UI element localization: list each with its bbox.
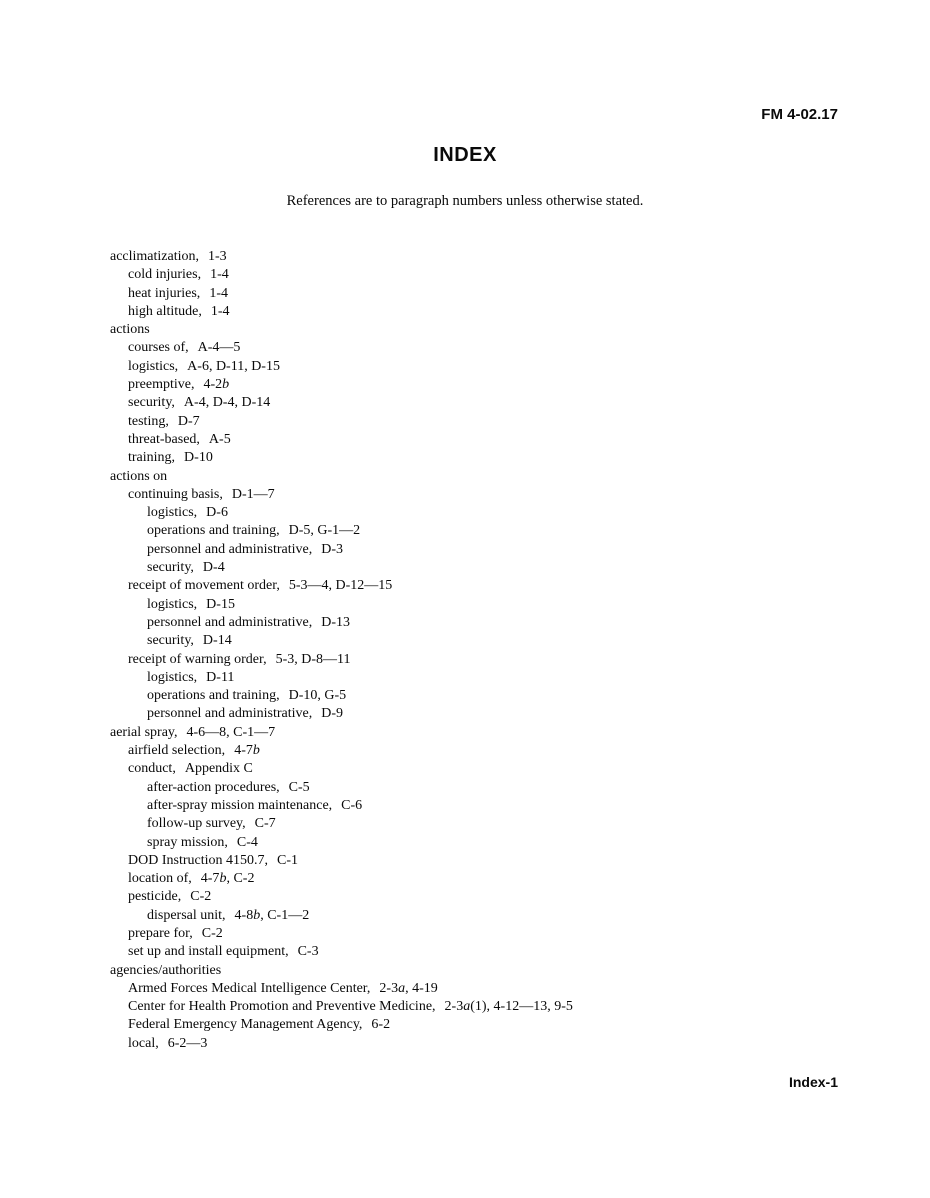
entry-term: follow-up survey, <box>147 816 246 832</box>
entry-term: personnel and administrative, <box>147 541 313 557</box>
entry-refs: C-6 <box>341 797 363 813</box>
entry-refs: 4-8b, C-1—2 <box>234 907 310 923</box>
entry-term: testing, <box>128 413 169 429</box>
index-entry <box>110 705 870 723</box>
entry-term: cold injuries, <box>128 267 202 283</box>
index-entry <box>110 486 870 504</box>
entry-term: conduct, <box>128 761 176 777</box>
index-entry <box>110 834 870 852</box>
index-entry <box>110 907 870 925</box>
entry-refs: D-1—7 <box>231 486 275 502</box>
index-entry <box>110 651 870 669</box>
entry-term: Armed Forces Medical Intelligence Center, <box>128 980 371 996</box>
index-entry <box>110 779 870 797</box>
index-entry <box>110 248 870 266</box>
entry-term: logistics, <box>147 669 198 685</box>
entry-refs: D-3 <box>321 541 344 557</box>
entry-term: heat injuries, <box>128 285 201 301</box>
entry-term: acclimatization, <box>110 249 200 264</box>
entry-term: prepare for, <box>128 925 193 941</box>
entry-refs: D-10, G-5 <box>288 688 347 704</box>
entry-term: operations and training, <box>147 688 280 704</box>
entry-term: security, <box>147 560 194 576</box>
index-entry <box>110 522 870 540</box>
index-entry <box>110 760 870 778</box>
entry-term: logistics, <box>147 505 198 521</box>
index-entry <box>110 742 870 760</box>
entry-term: training, <box>128 450 176 466</box>
entry-refs: 4-7b <box>234 743 260 759</box>
index-entry <box>110 541 870 559</box>
index-entry <box>110 1035 870 1053</box>
entry-term: Federal Emergency Management Agency, <box>128 1017 363 1033</box>
index-entry <box>110 669 870 687</box>
entry-refs: 2-3a(1), 4-12—13, 9-5 <box>444 999 573 1015</box>
entry-refs: 1-4 <box>210 303 230 319</box>
entry-refs: 1-3 <box>208 249 227 264</box>
entry-term: security, <box>147 633 194 649</box>
entry-refs: A-4, D-4, D-14 <box>183 395 271 411</box>
entry-term: high altitude, <box>128 303 202 319</box>
entry-refs: D-5, G-1—2 <box>288 523 361 539</box>
entry-refs: D-11 <box>206 669 235 685</box>
index-entry <box>110 449 870 467</box>
entry-refs: A-4—5 <box>197 340 241 356</box>
entry-refs: 5-3—4, D-12—15 <box>288 578 393 594</box>
entry-refs: 5-3, D-8—11 <box>275 651 351 667</box>
entry-term: operations and training, <box>147 523 280 539</box>
entry-refs: 1-4 <box>210 267 229 283</box>
index-entry <box>110 358 870 376</box>
entry-term: courses of, <box>128 340 189 356</box>
entry-refs: C-5 <box>288 779 310 795</box>
entry-refs: C-1 <box>277 852 298 868</box>
entry-refs: 1-4 <box>209 285 228 301</box>
index-entry <box>110 614 870 632</box>
entry-refs: D-14 <box>202 633 232 649</box>
index-entry <box>110 797 870 815</box>
entry-refs: C-2 <box>190 889 212 905</box>
entry-refs: D-6 <box>206 505 228 521</box>
index-entry <box>110 266 870 284</box>
entry-refs: A-6, D-11, D-15 <box>187 358 280 374</box>
entry-term: logistics, <box>147 596 198 612</box>
index-entry <box>110 687 870 705</box>
index-entry <box>110 962 870 980</box>
entry-refs: C-7 <box>254 816 276 832</box>
entry-refs: 4-6—8, C-1—7 <box>186 724 276 740</box>
index-entry <box>110 321 870 339</box>
index-entry <box>110 852 870 870</box>
index-entry <box>110 285 870 303</box>
entry-term: receipt of warning order, <box>128 651 267 667</box>
index-entry <box>110 376 870 394</box>
doc-number: FM 4-02.17 <box>761 106 838 123</box>
index-entry <box>110 998 870 1016</box>
index-entry <box>110 504 870 522</box>
index-entry <box>110 632 870 650</box>
index-entry <box>110 1016 870 1034</box>
entry-refs: D-15 <box>206 596 235 612</box>
entry-refs: C-2 <box>201 925 223 941</box>
index-entries <box>110 248 870 1053</box>
index-subtitle: References are to paragraph numbers unless otherwise stated. <box>286 193 644 209</box>
entry-refs: D-10 <box>184 450 213 466</box>
entry-term: dispersal unit, <box>147 907 226 923</box>
index-entry <box>110 468 870 486</box>
index-entry <box>110 413 870 431</box>
entry-refs: 6-2—3 <box>167 1035 208 1051</box>
entry-term: after-action procedures, <box>147 779 280 795</box>
entry-term: local, <box>128 1035 159 1051</box>
entry-term: actions on <box>110 468 168 484</box>
entry-term: spray mission, <box>147 834 228 850</box>
page-title: INDEX <box>433 144 497 166</box>
entry-refs: 6-2 <box>371 1017 391 1033</box>
entry-term: personnel and administrative, <box>147 614 313 630</box>
entry-term: continuing basis, <box>128 486 223 502</box>
index-entry <box>110 925 870 943</box>
index-entry <box>110 303 870 321</box>
index-entry <box>110 870 870 888</box>
entry-term: airfield selection, <box>128 743 226 759</box>
entry-refs: 2-3a, 4-19 <box>379 980 438 996</box>
page-number: Index-1 <box>788 1074 838 1090</box>
entry-refs: D-7 <box>177 413 200 429</box>
entry-term: receipt of movement order, <box>128 578 280 594</box>
index-entry <box>110 577 870 595</box>
entry-term: actions <box>110 322 150 338</box>
entry-term: after-spray mission maintenance, <box>147 797 333 813</box>
index-entry <box>110 980 870 998</box>
index-entry <box>110 596 870 614</box>
entry-refs: C-4 <box>236 834 258 850</box>
entry-refs: D-9 <box>321 706 344 722</box>
entry-refs: 4-2b <box>203 377 230 393</box>
entry-term: logistics, <box>128 358 179 374</box>
index-entry <box>110 559 870 577</box>
entry-refs: C-3 <box>297 944 319 960</box>
entry-term: Center for Health Promotion and Preventive Medicine, <box>128 999 436 1015</box>
entry-refs: 4-7b, C-2 <box>200 871 255 887</box>
entry-refs: Appendix C <box>184 761 253 777</box>
entry-refs: A-5 <box>208 431 231 447</box>
entry-term: location of, <box>128 871 192 887</box>
index-entry <box>110 943 870 961</box>
entry-term: set up and install equipment, <box>128 944 289 960</box>
index-entry <box>110 815 870 833</box>
entry-refs: D-13 <box>321 614 351 630</box>
index-entry <box>110 724 870 742</box>
index-entry <box>110 394 870 412</box>
entry-term: pesticide, <box>128 889 182 905</box>
index-entry <box>110 431 870 449</box>
entry-term: DOD Instruction 4150.7, <box>128 852 268 868</box>
index-entry <box>110 339 870 357</box>
entry-term: personnel and administrative, <box>147 706 313 722</box>
index-entry <box>110 888 870 906</box>
entry-term: security, <box>128 395 175 411</box>
entry-refs: D-4 <box>202 560 225 576</box>
entry-term: agencies/authorities <box>110 962 222 978</box>
entry-term: preemptive, <box>128 377 195 393</box>
entry-term: aerial spray, <box>110 724 178 740</box>
entry-term: threat-based, <box>128 431 200 447</box>
